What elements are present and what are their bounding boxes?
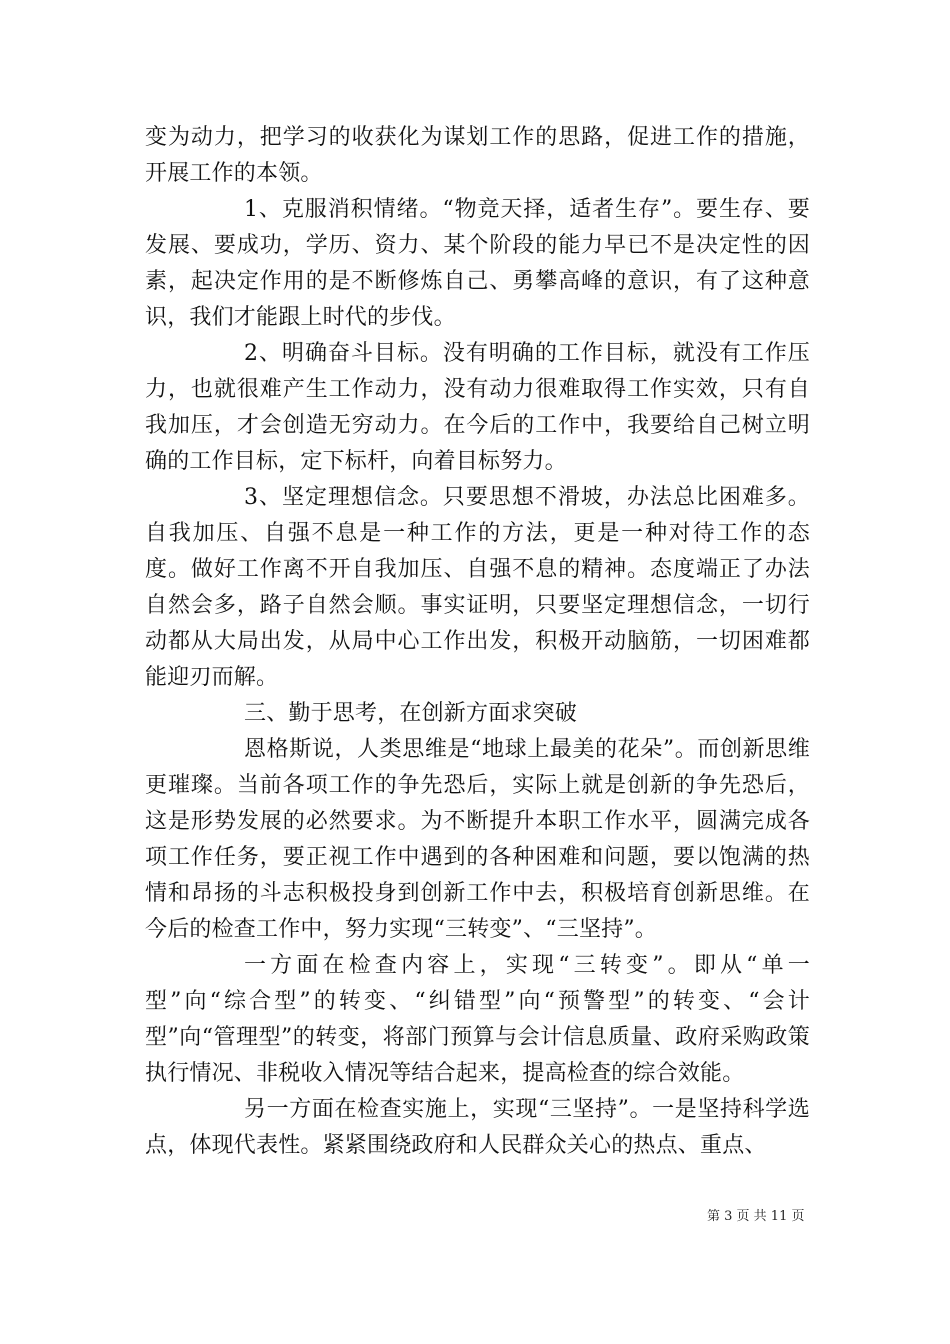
paragraph-item-2: 2、明确奋斗目标。没有明确的工作目标，就没有工作压力，也就很难产生工作动力，没有动力很难取得工作实效，只有自我加压，才会创造无穷动力。在今后的工作中，我要给自己树立明确的工作目标，定下标杆，向着目标努力。 (145, 341, 810, 474)
paragraph-three-changes: 一方面在检查内容上，实现“三转变”。即从“单一型”向“综合型”的转变、“纠错型”向“预警型”的转变、“会计型”向“管理型”的转变，将部门预算与会计信息质量、政府采购政策执行情况、非税收入情况等结合起来，提高检查的综合效能。 (145, 953, 810, 1086)
paragraph-item-3: 3、坚定理想信念。只要思想不滑坡，办法总比困难多。自我加压、自强不息是一种工作的方法，更是一种对待工作的态度。做好工作离不开自我加压、自强不息的精神。态度端正了办法自然会多，路子自然会顺。事实证明，只要坚定理想信念，一切行动都从大局出发，从局中心工作出发，积极开动脑筋，一切困难都能迎刃而解。 (145, 485, 810, 690)
section-heading: 三、勤于思考，在创新方面求突破 (244, 701, 578, 726)
paragraph-item-1: 1、克服消积情绪。“物竞天择，适者生存”。要生存、要发展、要成功，学历、资力、某个阶段的能力早已不是决定性的因素，起决定作用的是不断修炼自己、勇攀高峰的意识，有了这种意识，我们才能跟上时代的步伐。 (145, 197, 810, 330)
page-number-footer: 第 3 页 共 11 页 (707, 1209, 805, 1224)
paragraph-innovation: 恩格斯说，人类思维是“地球上最美的花朵”。而创新思维更璀璨。当前各项工作的争先恐后，实际上就是创新的争先恐后，这是形势发展的必然要求。为不断提升本职工作水平，圆满完成各项工作任务，要正视工作中遇到的各种困难和问题，要以饱满的热情和昂扬的斗志积极投身到创新工作中去，积极培育创新思维。在今后的检查工作中，努力实现“三转变”、“三坚持”。 (145, 737, 810, 942)
paragraph-continuation: 变为动力，把学习的收获化为谋划工作的思路，促进工作的措施，开展工作的本领。 (145, 125, 810, 186)
paragraph-three-persists: 另一方面在检查实施上，实现“三坚持”。一是坚持科学选点，体现代表性。紧紧围绕政府和人民群众关心的热点、重点、 (145, 1097, 810, 1158)
document-body (145, 120, 810, 1164)
